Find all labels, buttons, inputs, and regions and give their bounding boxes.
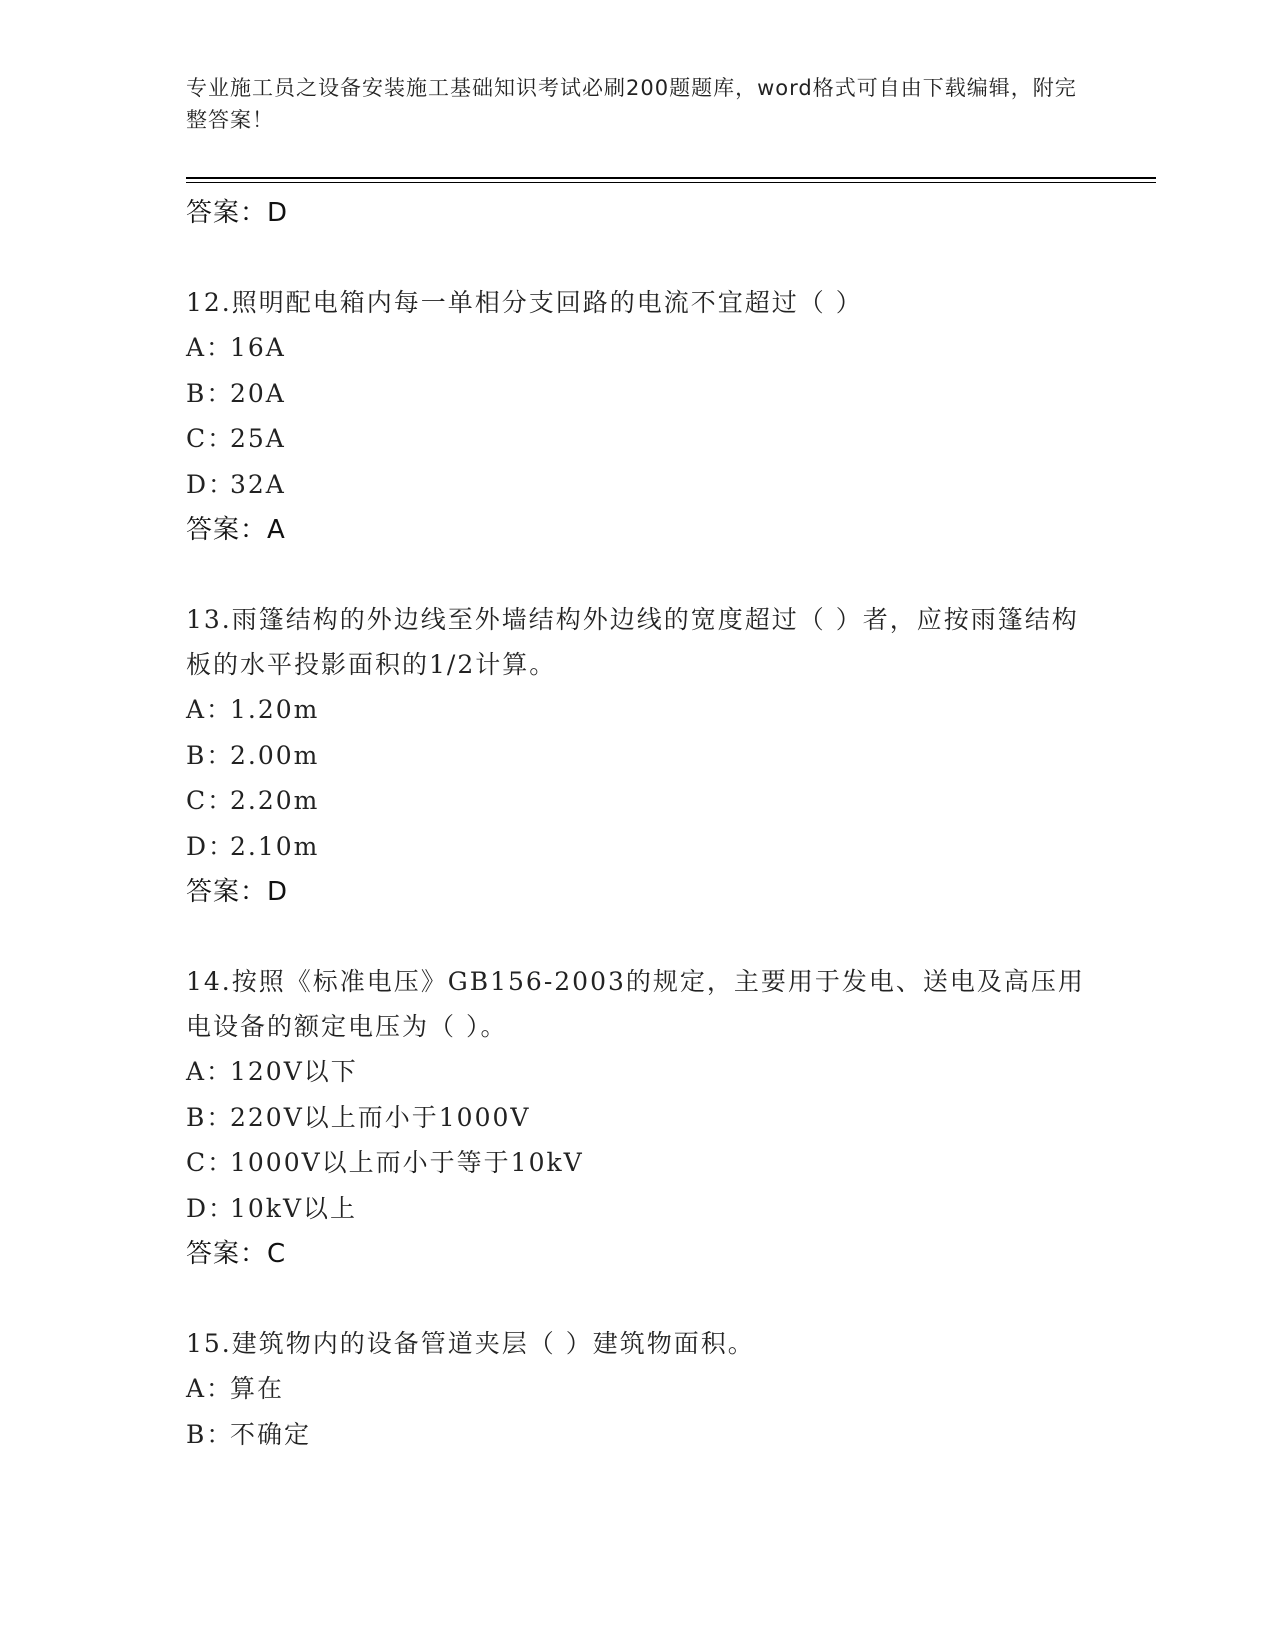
option-d bbox=[186, 824, 1086, 870]
option-text: 120V以下 bbox=[230, 1057, 358, 1086]
option-letter: A： bbox=[186, 1374, 234, 1403]
question-stem: 14.按照《标准电压》GB156-2003的规定，主要用于发电、送电及高压用电设备的额定电压为（ ）。 bbox=[186, 967, 1085, 1041]
question-stem: 12.照明配电箱内每一单相分支回路的电流不宜超过（ ） bbox=[186, 288, 863, 317]
option-b bbox=[186, 371, 1086, 417]
question-block bbox=[186, 597, 1086, 915]
option-c bbox=[186, 1140, 1086, 1186]
option-letter: D： bbox=[186, 469, 236, 499]
option-letter: C： bbox=[186, 1148, 235, 1177]
option-letter: A： bbox=[186, 333, 234, 362]
option-letter: B： bbox=[186, 378, 234, 408]
option-b bbox=[186, 733, 1086, 779]
option-text: 2.20m bbox=[230, 786, 320, 815]
question-block bbox=[186, 280, 1086, 553]
option-d bbox=[186, 462, 1086, 508]
answer-line: 答案：D bbox=[186, 877, 289, 907]
option-a bbox=[186, 1049, 1086, 1095]
option-text: 1000V以上而小于等于10kV bbox=[230, 1148, 584, 1177]
option-text: 16A bbox=[230, 333, 286, 362]
header-rule bbox=[186, 177, 1156, 179]
question-block bbox=[186, 959, 1086, 1277]
option-letter: C： bbox=[186, 424, 235, 453]
option-d bbox=[186, 1186, 1086, 1232]
answer-line: 答案：C bbox=[186, 1239, 287, 1269]
option-text: 25A bbox=[230, 424, 286, 453]
option-text: 不确定 bbox=[230, 1419, 312, 1449]
option-text: 20A bbox=[230, 378, 286, 408]
document-header: 专业施工员之设备安装施工基础知识考试必刷200题题库，word格式可自由下载编辑，附完整答案！ bbox=[186, 76, 1077, 132]
option-text: 32A bbox=[230, 469, 286, 499]
option-letter: B： bbox=[186, 740, 234, 770]
question-stem: 15.建筑物内的设备管道夹层（ ）建筑物面积。 bbox=[186, 1329, 755, 1358]
answer-line: 答案：A bbox=[186, 515, 286, 545]
option-c bbox=[186, 416, 1086, 462]
question-block bbox=[186, 1321, 1086, 1457]
option-text: 1.20m bbox=[230, 695, 320, 724]
option-letter: D： bbox=[186, 831, 236, 861]
option-letter: B： bbox=[186, 1419, 234, 1449]
option-text: 2.10m bbox=[230, 831, 320, 861]
question-list bbox=[186, 190, 1086, 1457]
answer-line: 答案：D bbox=[186, 198, 289, 228]
option-a bbox=[186, 325, 1086, 371]
option-text: 2.00m bbox=[230, 740, 320, 770]
option-letter: D： bbox=[186, 1193, 236, 1223]
option-c bbox=[186, 778, 1086, 824]
option-a bbox=[186, 1366, 1086, 1412]
option-a bbox=[186, 687, 1086, 733]
option-letter: B： bbox=[186, 1102, 234, 1132]
option-text: 算在 bbox=[230, 1374, 285, 1403]
option-b bbox=[186, 1412, 1086, 1458]
question-stem: 13.雨篷结构的外边线至外墙结构外边线的宽度超过（ ）者，应按雨篷结构板的水平投影面积的1/2计算。 bbox=[186, 605, 1079, 679]
header-rule-thin bbox=[186, 182, 1156, 183]
option-letter: A： bbox=[186, 695, 234, 724]
option-letter: A： bbox=[186, 1057, 234, 1086]
option-letter: C： bbox=[186, 786, 235, 815]
option-b bbox=[186, 1095, 1086, 1141]
option-text: 10kV以上 bbox=[230, 1193, 358, 1223]
option-text: 220V以上而小于1000V bbox=[230, 1102, 531, 1132]
